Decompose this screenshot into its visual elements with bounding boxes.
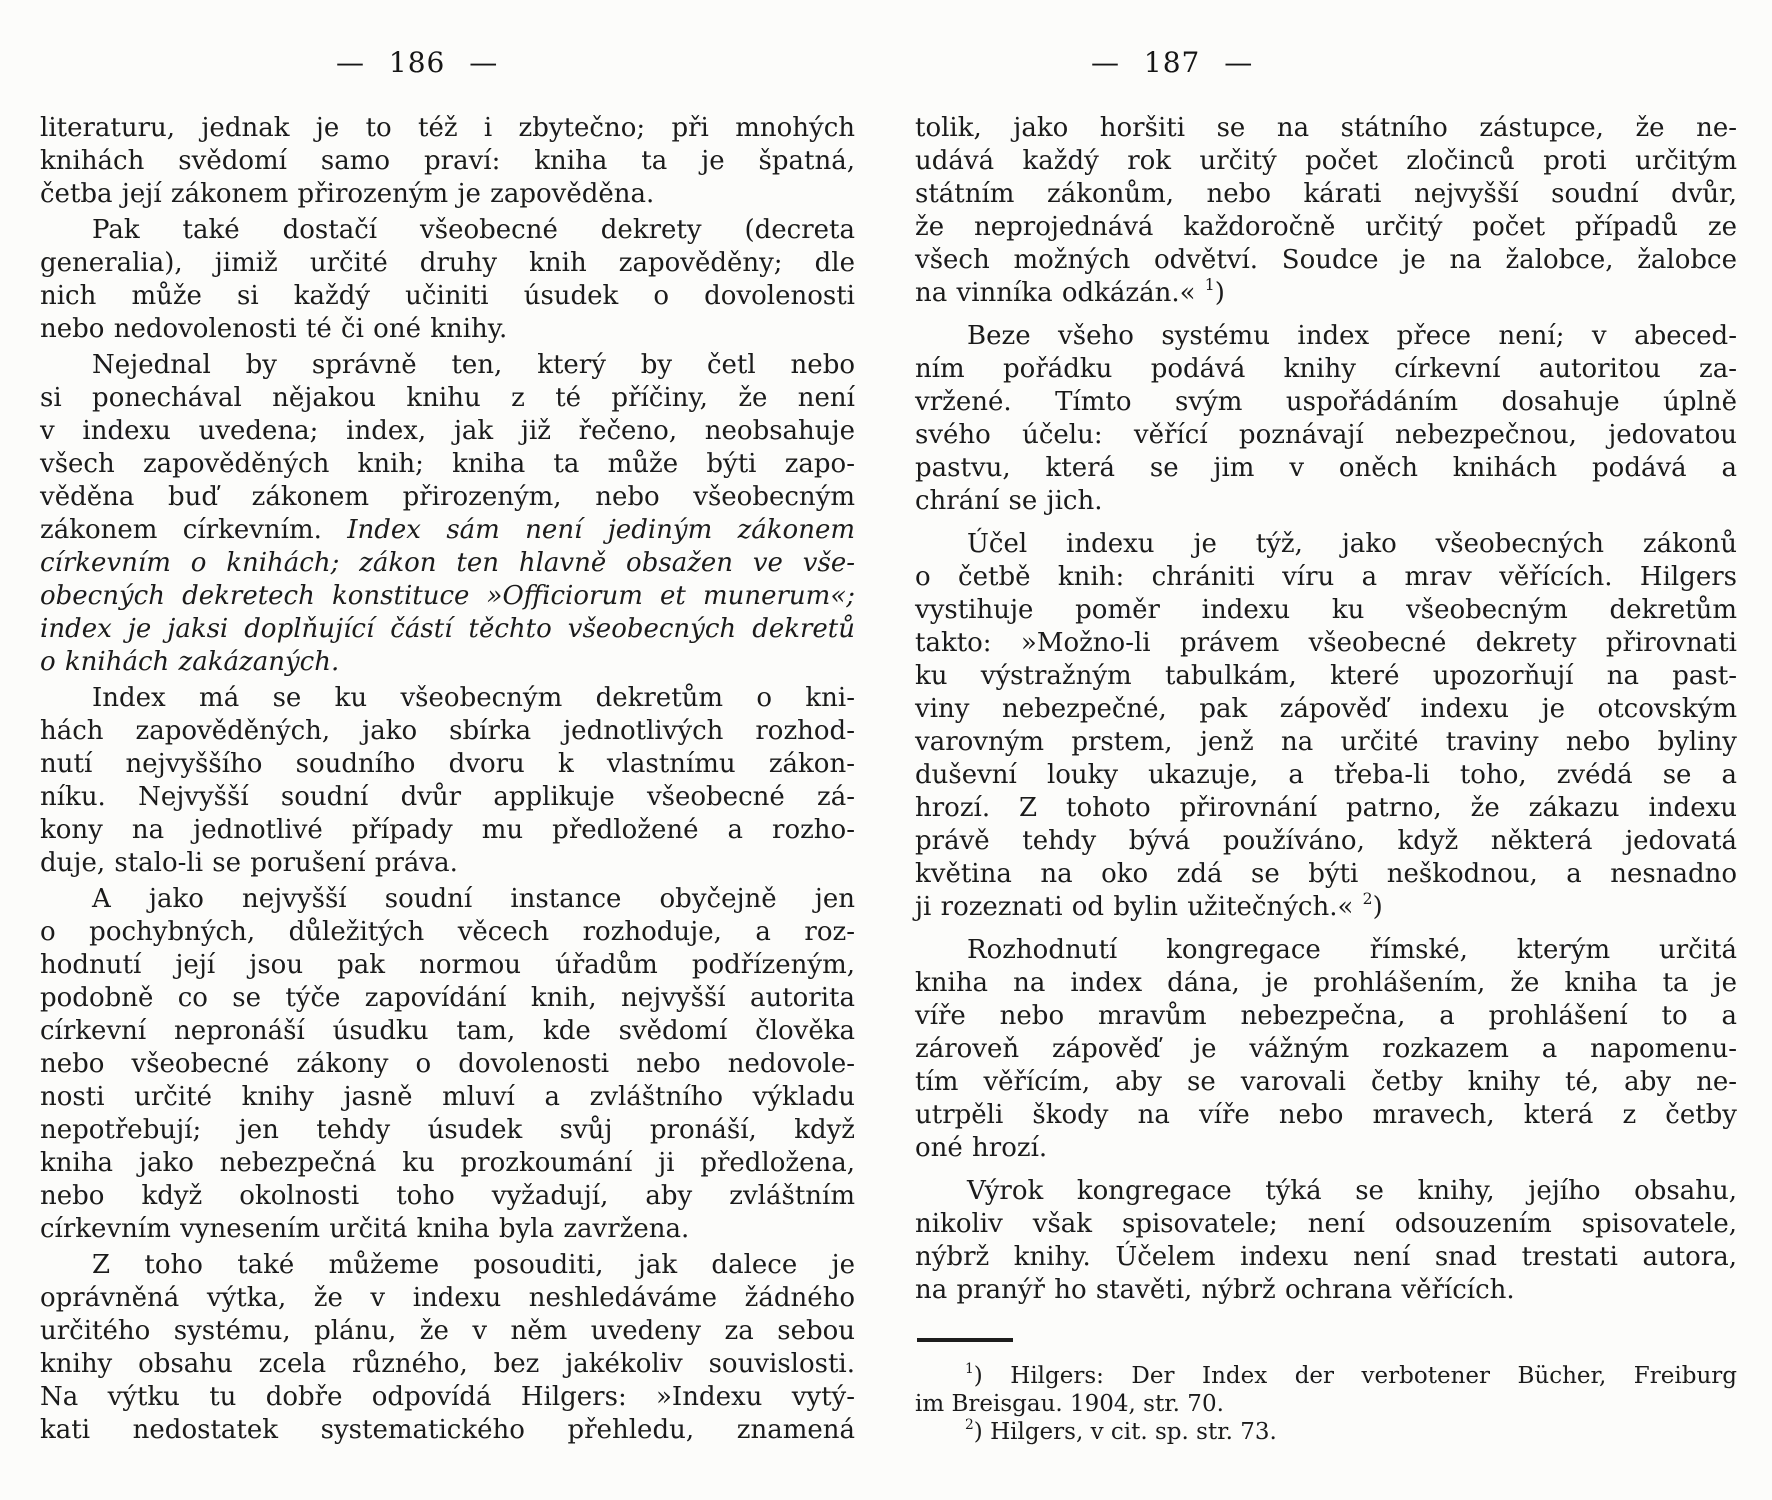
text-line: Výrok kongregace týká se knihy, jejího obsahu,	[967, 1176, 1737, 1206]
text-line: právě tehdy bývá používáno, když některá jedovatá	[915, 826, 1737, 856]
page-body	[40, 112, 855, 1447]
text-line: Rozhodnutí kongregace římské, kterým určitá	[967, 935, 1737, 965]
paragraph	[915, 112, 1737, 310]
text-line: o četbě knih: chrániti víru a mrav věřících. Hilgers	[915, 562, 1737, 592]
text-line: nýbrž knihy. Účelem indexu není snad trestati autora,	[915, 1242, 1737, 1272]
text-line: generalia), jimiž určité druhy knih zapověděny; dle	[40, 248, 855, 278]
text-line: Na výtku tu dobře odpovídá Hilgers: »Indexu vytý-	[40, 1382, 855, 1412]
footnote-divider	[917, 1338, 1013, 1342]
paragraph	[40, 112, 855, 211]
text-line: kniha jako nebezpečná ku prozkoumání ji předložena,	[40, 1148, 855, 1178]
text-line: květina na oko zdá se býti neškodnou, a nesnadno	[915, 859, 1737, 889]
footnote-line: $^1$) Hilgers: Der Index der verbotener Bücher, Freiburg	[965, 1361, 1737, 1389]
text-line: oné hrozí.	[915, 1133, 1048, 1163]
text-line: o pochybných, důležitých věcech rozhoduje, a roz-	[40, 917, 855, 947]
text-line: literaturu, jednak je to též i zbytečno; při mnohých	[40, 113, 855, 143]
text-line: takto: »Možno-li právem všeobecné dekrety přirovnati	[915, 628, 1737, 658]
text-line: knihách svědomí samo praví: kniha ta je špatná,	[40, 146, 855, 176]
text-line: hrozí. Z tohoto přirovnání patrno, že zákazu indexu	[915, 793, 1737, 823]
text-line: duševní louky ukazuje, a třeba-li toho, zvédá se a	[915, 760, 1737, 790]
text-line: v indexu uvedena; index, jak již řečeno, neobsahuje	[40, 416, 855, 446]
text-line: četba její zákonem přirozeným je zapověděna.	[40, 179, 655, 209]
footnotes	[915, 1362, 1737, 1446]
text-line: všech zapověděných knih; kniha ta může býti zapo-	[40, 449, 855, 479]
text-line: oprávněná výtka, že v indexu neshledáváme žádného	[40, 1283, 855, 1313]
text-line: index je jaksi doplňující částí těchto všeobecných dekretů	[40, 614, 855, 644]
text-line: určitého systému, plánu, že v něm uvedeny za sebou	[40, 1316, 855, 1346]
text-line: viny nebezpečné, pak zápověď indexu je otcovským	[915, 694, 1737, 724]
text-line: chrání se jich.	[915, 486, 1103, 516]
text-line: tolik, jako horšiti se na státního zástupce, že ne-	[915, 113, 1737, 143]
text-line: varovným prstem, jenž na určité traviny nebo byliny	[915, 727, 1737, 757]
text-line: nepotřebují; jen tehdy úsudek svůj pronáší, když	[40, 1115, 855, 1145]
text-line: Nejednal by správně ten, který by četl nebo	[92, 350, 855, 380]
text-line: níku. Nejvyšší soudní dvůr applikuje všeobecné zá-	[40, 782, 855, 812]
text-line: zákonem církevním. Index sám není jediným zákonem	[40, 515, 855, 545]
paragraph	[40, 214, 855, 346]
text-line: církevním vynesením určitá kniha byla zavržena.	[40, 1214, 690, 1244]
text-line: vržené. Tímto svým uspořádáním dosahuje úplně	[915, 387, 1737, 417]
text-line: si ponechával nějakou knihu z té příčiny, že není	[40, 383, 855, 413]
text-line: hách zapověděných, jako sbírka jednotlivých rozhod-	[40, 716, 855, 746]
text-line: věděna buď zákonem přirozeným, nebo všeobecným	[40, 482, 855, 512]
text-line: vystihuje poměr indexu ku všeobecným dekretům	[915, 595, 1737, 625]
text-line: na pranýř ho stavěti, nýbrž ochrana věřících.	[915, 1275, 1515, 1305]
text-line: utrpěli škody na víře nebo mravech, která z četby	[915, 1100, 1737, 1130]
text-line: víře nebo mravům nebezpečna, a prohlášení to a	[915, 1001, 1737, 1031]
text-line: ji rozeznati od bylin užitečných.« $^2$)	[915, 890, 1383, 922]
text-line: nikoliv však spisovatele; není odsouzením spisovatele,	[915, 1209, 1737, 1239]
text-line: tím věřícím, aby se varovali četby knihy té, aby ne-	[915, 1067, 1737, 1097]
text-line: Pak také dostačí všeobecné dekrety (decreta	[92, 215, 855, 245]
text-line: církevní nepronáší úsudku tam, kde svědomí člověka	[40, 1016, 855, 1046]
text-line: nutí nejvyššího soudního dvoru k vlastnímu zákon-	[40, 749, 855, 779]
text-line: obecných dekretech konstituce »Officiorum et munerum«;	[40, 581, 855, 611]
text-line: nosti určité knihy jasně mluví a zvláštního výkladu	[40, 1082, 855, 1112]
text-line: nebo když okolnosti toho vyžadují, aby zvláštním	[40, 1181, 855, 1211]
paragraph	[40, 883, 855, 1246]
page-187	[915, 0, 1737, 1500]
text-line: hodnutí její jsou pak normou úřadům podřízeným,	[40, 950, 855, 980]
paragraph	[915, 528, 1737, 924]
text-line: Index má se ku všeobecným dekretům o kni-	[92, 683, 855, 713]
paragraph	[40, 682, 855, 880]
paragraph	[915, 320, 1737, 518]
text-line: o knihách zakázaných.	[40, 647, 340, 677]
text-line: kniha na index dána, je prohlášením, že kniha ta je	[915, 968, 1737, 998]
text-line: Beze všeho systému index přece není; v abeced-	[967, 321, 1737, 351]
text-line: nich může si každý učiniti úsudek o dovolenosti	[40, 281, 855, 311]
text-line: Z toho také můžeme posouditi, jak dalece je	[92, 1250, 855, 1280]
text-line: státním zákonům, nebo kárati nejvyšší soudní dvůr,	[915, 179, 1737, 209]
footnote-line: im Breisgau. 1904, str. 70.	[915, 1391, 1224, 1417]
text-line: svého účelu: věřící poznávají nebezpečnou, jedovatou	[915, 420, 1737, 450]
paragraph	[40, 349, 855, 679]
text-line: duje, stalo-li se porušení práva.	[40, 848, 458, 878]
text-line: zároveň zápověď je vážným rozkazem a napomenu-	[915, 1034, 1737, 1064]
page-number-header: — 187 —	[1091, 46, 1254, 79]
paragraph	[915, 1175, 1737, 1307]
paragraph	[40, 1249, 855, 1447]
text-line: nebo všeobecné zákony o dovolenosti nebo nedovole-	[40, 1049, 855, 1079]
page-number-header: — 186 —	[336, 46, 499, 79]
text-line: Účel indexu je týž, jako všeobecných zákonů	[967, 529, 1737, 559]
text-line: A jako nejvyšší soudní instance obyčejně jen	[92, 884, 855, 914]
text-line: knihy obsahu zcela různého, bez jakékoliv souvislosti.	[40, 1349, 855, 1379]
text-line: nebo nedovolenosti té či oné knihy.	[40, 314, 508, 344]
text-line: církevním o knihách; zákon ten hlavně obsažen ve vše-	[40, 548, 855, 578]
text-line: ku výstražným tabulkám, které upozorňují na past-	[915, 661, 1737, 691]
footnote-line: $^2$) Hilgers, v cit. sp. str. 73.	[965, 1417, 1277, 1445]
text-line: kony na jednotlivé případy mu předložené a rozho-	[40, 815, 855, 845]
text-line: udává každý rok určitý počet zločinců proti určitým	[915, 146, 1737, 176]
page-186	[40, 0, 855, 1500]
text-line: na vinníka odkázán.« $^1$)	[915, 276, 1225, 308]
paragraph	[915, 934, 1737, 1165]
text-line: že neprojednává každoročně určitý počet případů ze	[915, 212, 1737, 242]
text-line: kati nedostatek systematického přehledu, znamená	[40, 1415, 855, 1445]
page-body	[915, 112, 1737, 1307]
text-line: podobně co se týče zapovídání knih, nejvyšší autorita	[40, 983, 855, 1013]
text-line: ním pořádku podává knihy církevní autoritou za-	[915, 354, 1737, 384]
text-line: pastvu, která se jim v oněch knihách podává a	[915, 453, 1737, 483]
text-line: všech možných odvětví. Soudce je na žalobce, žalobce	[915, 245, 1737, 275]
